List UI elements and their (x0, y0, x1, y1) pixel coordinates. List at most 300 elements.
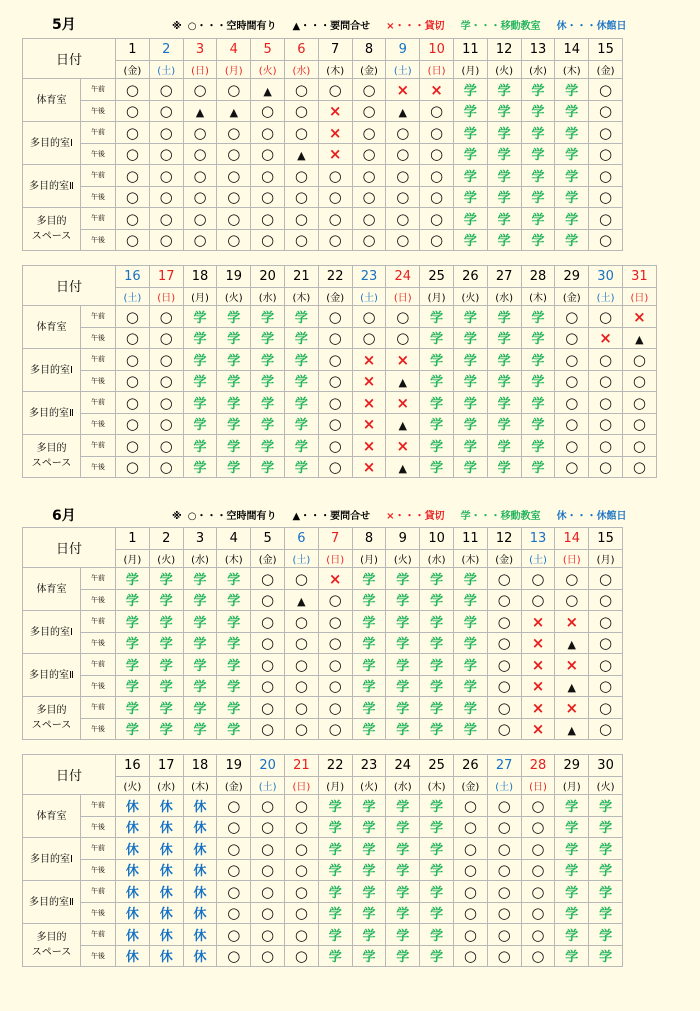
availability-cell (487, 229, 521, 251)
availability-cell (352, 945, 386, 967)
availability-cell (285, 79, 319, 101)
time-slot-label: 午後 (81, 413, 116, 435)
reserved-mark: × (328, 569, 342, 588)
vacant-mark: ○ (159, 350, 173, 369)
availability-cell (453, 435, 487, 457)
inquire-mark: ▲ (567, 638, 576, 652)
availability-cell (251, 902, 285, 924)
facility-line: スペース (31, 720, 72, 731)
vacant-mark: ○ (125, 231, 139, 250)
day-number: 10 (420, 528, 454, 550)
weekday: 月 (431, 293, 442, 304)
availability-cell (453, 100, 487, 122)
vacant-mark: ○ (362, 329, 376, 348)
availability-cell (251, 327, 285, 349)
weekday-cell: (火) (589, 777, 623, 795)
availability-cell (555, 838, 589, 860)
availability-cell (487, 838, 521, 860)
weekday-cell: (火) (217, 288, 251, 306)
availability-cell (555, 79, 589, 101)
availability-cell (352, 186, 386, 208)
time-slot-label: 午後 (81, 327, 116, 349)
school-mark: 学 (396, 615, 410, 631)
school-mark: 学 (125, 701, 139, 717)
availability-cell (453, 611, 487, 633)
school-mark: 学 (193, 701, 207, 717)
availability-cell (285, 718, 319, 740)
school-mark: 学 (362, 594, 376, 610)
availability-cell (487, 675, 521, 697)
school-mark: 学 (463, 572, 477, 588)
availability-cell (352, 816, 386, 838)
vacant-mark: ○ (599, 123, 613, 142)
school-mark: 学 (193, 615, 207, 631)
vacant-mark: ○ (125, 102, 139, 121)
availability-cell (555, 456, 589, 478)
schedule-row (23, 370, 657, 392)
availability-cell (217, 165, 251, 187)
vacant-mark: ○ (159, 123, 173, 142)
availability-cell (521, 327, 555, 349)
availability-cell (149, 79, 183, 101)
availability-cell (116, 186, 150, 208)
availability-cell (386, 795, 420, 817)
school-mark: 学 (463, 234, 477, 250)
inquire-mark: ▲ (297, 149, 306, 163)
day-number: 19 (217, 755, 251, 777)
date-header: 日付 (23, 266, 116, 306)
availability-cell (217, 392, 251, 414)
availability-cell (149, 589, 183, 611)
inquire-mark: ▲ (567, 681, 576, 695)
school-mark: 学 (125, 723, 139, 739)
availability-cell (521, 208, 555, 230)
vacant-mark: ○ (227, 947, 241, 966)
weekday: 金 (127, 66, 138, 77)
availability-cell (217, 924, 251, 946)
school-mark: 学 (531, 83, 545, 99)
availability-cell (285, 611, 319, 633)
facility-name (23, 881, 81, 924)
availability-cell (453, 945, 487, 967)
availability-cell (217, 456, 251, 478)
reserved-mark: × (565, 655, 579, 674)
availability-cell (420, 654, 454, 676)
closed-mark: 休 (193, 885, 207, 901)
vacant-mark: ○ (599, 145, 613, 164)
availability-cell (217, 902, 251, 924)
school-mark: 学 (463, 212, 477, 228)
availability-cell (285, 100, 319, 122)
school-mark: 学 (159, 572, 173, 588)
schedule-row (23, 229, 623, 251)
weekday-cell: (金) (555, 288, 589, 306)
facility-name (23, 208, 81, 251)
availability-cell (453, 327, 487, 349)
availability-cell (318, 611, 352, 633)
availability-cell (251, 165, 285, 187)
vacant-mark: ○ (125, 350, 139, 369)
availability-cell (487, 718, 521, 740)
school-mark: 学 (565, 212, 579, 228)
availability-cell (521, 370, 555, 392)
vacant-mark: ○ (227, 818, 241, 837)
school-mark: 学 (328, 799, 342, 815)
availability-cell (386, 611, 420, 633)
facility-name (23, 654, 81, 697)
vacant-mark: ○ (227, 166, 241, 185)
reserved-mark: × (362, 350, 376, 369)
reserved-mark: × (531, 720, 545, 739)
vacant-mark: ○ (328, 698, 342, 717)
facility-name (23, 924, 81, 967)
legend-item (386, 21, 444, 32)
weekday-cell: (土) (589, 288, 623, 306)
school-mark: 学 (531, 148, 545, 164)
vacant-mark: ○ (599, 80, 613, 99)
weekday-cell: (土) (251, 777, 285, 795)
availability-cell (453, 632, 487, 654)
availability-cell (386, 122, 420, 144)
availability-cell (521, 838, 555, 860)
weekday: 水 (195, 555, 205, 566)
availability-cell (555, 229, 589, 251)
availability-cell (521, 165, 555, 187)
availability-cell (521, 611, 555, 633)
vacant-mark: ○ (497, 612, 511, 631)
availability-cell (487, 306, 521, 328)
vacant-mark: ○ (159, 80, 173, 99)
availability-cell (217, 370, 251, 392)
school-mark: 学 (565, 885, 579, 901)
availability-cell (352, 435, 386, 457)
reserved-mark: × (362, 372, 376, 391)
day-number: 28 (521, 266, 555, 288)
availability-cell (555, 881, 589, 903)
availability-cell (589, 675, 623, 697)
availability-cell (285, 208, 319, 230)
vacant-mark: ○ (227, 861, 241, 880)
weekday: 土 (127, 293, 138, 304)
time-slot-label: 午前 (81, 165, 116, 187)
weekday-cell: (日) (285, 777, 319, 795)
school-mark: 学 (193, 461, 207, 477)
vacant-mark: ○ (463, 861, 477, 880)
availability-cell (352, 632, 386, 654)
availability-cell (183, 838, 217, 860)
school-mark: 学 (362, 928, 376, 944)
weekday: 金 (228, 782, 239, 793)
availability-cell (318, 654, 352, 676)
facility-name (23, 611, 81, 654)
availability-cell (352, 349, 386, 371)
vacant-mark: ○ (159, 102, 173, 121)
availability-cell (318, 924, 352, 946)
schedule-row (23, 945, 623, 967)
availability-cell (420, 881, 454, 903)
school-mark: 学 (565, 950, 579, 966)
availability-cell (285, 945, 319, 967)
vacant-mark: ○ (261, 209, 275, 228)
availability-cell (217, 100, 251, 122)
availability-cell (183, 456, 217, 478)
weekday-cell: (日) (555, 550, 589, 568)
school-mark: 学 (294, 439, 308, 455)
schedule-row (23, 795, 623, 817)
availability-cell (183, 924, 217, 946)
vacant-mark: ○ (261, 698, 275, 717)
availability-cell (352, 456, 386, 478)
vacant-mark: ○ (463, 818, 477, 837)
closed-mark: 休 (193, 821, 207, 837)
time-slot-label: 午後 (81, 675, 116, 697)
availability-cell (555, 675, 589, 697)
school-mark: 学 (430, 461, 444, 477)
availability-cell (386, 186, 420, 208)
availability-cell (149, 392, 183, 414)
school-mark: 学 (531, 418, 545, 434)
availability-cell (386, 349, 420, 371)
availability-cell (352, 589, 386, 611)
availability-cell (352, 718, 386, 740)
weekday-cell: (土) (352, 288, 386, 306)
availability-cell (251, 370, 285, 392)
weekday-cell: (月) (183, 288, 217, 306)
availability-cell (318, 186, 352, 208)
availability-cell (116, 327, 150, 349)
availability-cell (149, 413, 183, 435)
school-mark: 学 (227, 353, 241, 369)
availability-cell (386, 859, 420, 881)
availability-cell (420, 392, 454, 414)
availability-cell (251, 349, 285, 371)
availability-cell (116, 675, 150, 697)
vacant-mark: ○ (261, 188, 275, 207)
availability-cell (352, 306, 386, 328)
vacant-mark: ○ (497, 591, 511, 610)
availability-cell (183, 859, 217, 881)
availability-cell (251, 945, 285, 967)
vacant-mark: ○ (565, 436, 579, 455)
day-number-row (23, 528, 623, 550)
availability-cell (622, 392, 656, 414)
school-mark: 学 (565, 842, 579, 858)
availability-cell (149, 718, 183, 740)
availability-cell (589, 589, 623, 611)
day-number-row (23, 39, 623, 61)
availability-cell (183, 589, 217, 611)
closed-mark: 休 (193, 950, 207, 966)
day-number: 21 (285, 755, 319, 777)
school-mark: 学 (531, 310, 545, 326)
vacant-mark: ○ (227, 882, 241, 901)
availability-cell (116, 100, 150, 122)
availability-cell (555, 306, 589, 328)
availability-cell (183, 816, 217, 838)
availability-cell (251, 435, 285, 457)
availability-cell (217, 208, 251, 230)
vacant-mark: ○ (294, 231, 308, 250)
vacant-mark: ○ (294, 634, 308, 653)
availability-cell (251, 816, 285, 838)
schedule-row (23, 838, 623, 860)
availability-cell (352, 902, 386, 924)
closed-mark: 休 (125, 885, 139, 901)
availability-cell (285, 122, 319, 144)
vacant-mark: ○ (294, 80, 308, 99)
availability-cell (116, 306, 150, 328)
school-mark: 学 (396, 723, 410, 739)
availability-cell (116, 795, 150, 817)
availability-cell (285, 654, 319, 676)
inquire-mark: ▲ (398, 376, 408, 390)
availability-cell (589, 306, 623, 328)
vacant-mark: ○ (193, 145, 207, 164)
vacant-mark: ○ (430, 102, 444, 121)
vacant-mark: ○ (565, 458, 579, 477)
school-mark: 学 (463, 375, 477, 391)
availability-cell (487, 392, 521, 414)
school-mark: 学 (430, 353, 444, 369)
availability-cell (149, 924, 183, 946)
availability-cell (285, 859, 319, 881)
availability-cell (183, 208, 217, 230)
vacant-mark: ○ (497, 818, 511, 837)
closed-mark: 休 (125, 950, 139, 966)
legend-dots: ・・・ (196, 511, 227, 522)
availability-cell (521, 100, 555, 122)
vacant-mark: ○ (294, 102, 308, 121)
legend-dots: ・・・ (300, 511, 331, 522)
day-number: 5 (251, 39, 285, 61)
school-mark: 学 (159, 658, 173, 674)
availability-cell (386, 697, 420, 719)
vacant-mark: ○ (531, 796, 545, 815)
day-number: 11 (453, 528, 487, 550)
availability-cell (217, 306, 251, 328)
school-mark: 学 (565, 864, 579, 880)
school-mark: 学 (497, 353, 511, 369)
weekday: 木 (330, 66, 341, 77)
time-slot-label: 午前 (81, 208, 116, 230)
availability-cell (589, 327, 623, 349)
school-mark: 学 (565, 191, 579, 207)
vacant-mark: ○ (463, 882, 477, 901)
school-mark: 学 (430, 701, 444, 717)
school-mark: 学 (261, 332, 275, 348)
weekday-cell: (水) (386, 777, 420, 795)
availability-cell (183, 795, 217, 817)
weekday: 土 (397, 66, 408, 77)
weekday: 日 (195, 66, 205, 77)
vacant-mark: ○ (294, 796, 308, 815)
school-mark: 学 (159, 680, 173, 696)
availability-cell (318, 632, 352, 654)
vacant-mark: ○ (396, 145, 410, 164)
vacant-mark: ○ (125, 145, 139, 164)
availability-cell (521, 632, 555, 654)
availability-cell (487, 881, 521, 903)
weekday: 土 (296, 555, 307, 566)
availability-cell (149, 100, 183, 122)
schedule-row (23, 697, 623, 719)
school-mark: 学 (396, 885, 410, 901)
availability-cell (217, 413, 251, 435)
school-mark: 学 (565, 83, 579, 99)
availability-cell (420, 165, 454, 187)
day-number: 2 (149, 528, 183, 550)
day-number: 7 (318, 528, 352, 550)
weekday: 水 (296, 66, 307, 77)
vacant-mark: ○ (328, 634, 342, 653)
availability-cell (352, 413, 386, 435)
availability-cell (318, 902, 352, 924)
school-mark: 学 (294, 332, 308, 348)
availability-cell (352, 881, 386, 903)
reserved-mark: × (362, 458, 376, 477)
availability-cell (217, 229, 251, 251)
weekday-cell: (金) (352, 61, 386, 79)
school-mark: 学 (227, 723, 241, 739)
availability-cell (116, 611, 150, 633)
weekday-cell: (月) (453, 61, 487, 79)
availability-cell (622, 413, 656, 435)
legend-symbol: ▲ (292, 511, 301, 522)
availability-cell (149, 697, 183, 719)
vacant-mark: ○ (599, 231, 613, 250)
availability-cell (251, 413, 285, 435)
availability-cell (183, 435, 217, 457)
weekday: 日 (532, 782, 543, 793)
school-mark: 学 (430, 907, 444, 923)
closed-mark: 休 (159, 842, 173, 858)
vacant-mark: ○ (599, 188, 613, 207)
availability-cell (453, 697, 487, 719)
availability-cell (217, 838, 251, 860)
availability-cell (217, 816, 251, 838)
availability-cell (420, 349, 454, 371)
school-mark: 学 (396, 928, 410, 944)
facility-line: 多目的室Ⅰ (30, 853, 73, 865)
weekday: 日 (634, 293, 645, 304)
availability-cell (285, 306, 319, 328)
legend-text: 要問合せ (330, 21, 371, 32)
weekday-cell: (火) (116, 777, 150, 795)
availability-cell (183, 611, 217, 633)
availability-cell (420, 306, 454, 328)
vacant-mark: ○ (599, 350, 613, 369)
day-number: 12 (487, 528, 521, 550)
vacant-mark: ○ (159, 166, 173, 185)
reserved-mark: × (531, 698, 545, 717)
weekday: 金 (262, 555, 273, 566)
schedule-row (23, 654, 623, 676)
school-mark: 学 (396, 950, 410, 966)
availability-cell (386, 568, 420, 590)
closed-mark: 休 (125, 928, 139, 944)
school-mark: 学 (193, 332, 207, 348)
vacant-mark: ○ (294, 166, 308, 185)
weekday: 水 (431, 555, 442, 566)
school-mark: 学 (463, 332, 477, 348)
availability-cell (352, 611, 386, 633)
reserved-mark: × (328, 123, 342, 142)
day-number: 25 (420, 755, 454, 777)
school-mark: 学 (463, 701, 477, 717)
facility-line: 多目的室Ⅱ (29, 180, 74, 192)
day-number: 23 (352, 266, 386, 288)
availability-cell (386, 632, 420, 654)
